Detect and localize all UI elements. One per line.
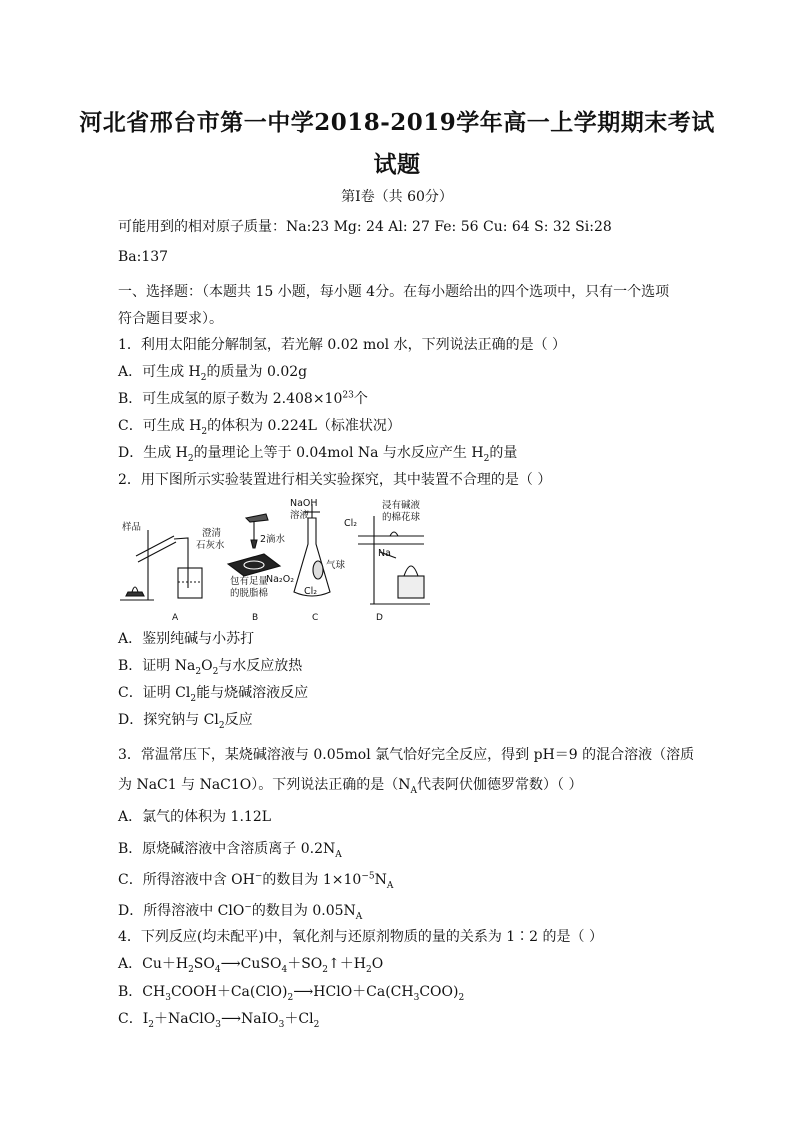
svg-text:气球: 气球 xyxy=(326,560,346,571)
svg-text:C: C xyxy=(312,613,319,623)
section-heading: 一、选择题：（本题共 15 小题，每小题 4分。在每小题给出的四个选项中，只有一个选项 xyxy=(118,284,670,300)
question-2-option-c: C．证明 $Cl_2$能与烧碱溶液反应 xyxy=(118,685,309,704)
atomic-masses: 可能用到的相对原子质量：Na:23 Mg: 24 Al: 27 Fe: 56 Cu: 64 S: 32 Si:28 xyxy=(118,219,612,235)
question-1-option-b: B．可生成氢的原子数为 $2.408\times 10^{23}$个 xyxy=(118,390,368,407)
page-title: 河北省邢台市第一中学2018-2019学年高一上学期期末考试 xyxy=(79,109,715,136)
question-4-option-c: C．$I_2+NaClO_3⟶NaIO_3+Cl_2$ xyxy=(118,1011,320,1030)
svg-text:NaOH: NaOH xyxy=(290,498,318,509)
question-3-option-c: C．所得溶液中含 OH−的数目为 $1\times 10^{-5}N_A$ xyxy=(118,871,394,891)
question-3-option-a: A．氯气的体积为 1.12L xyxy=(118,809,272,825)
svg-text:的棉花球: 的棉花球 xyxy=(382,512,421,523)
svg-text:D: D xyxy=(376,613,383,623)
question-1-option-c: C．可生成 $H_2$的体积为 0.224L（标准状况） xyxy=(118,418,401,437)
burner-d-icon xyxy=(398,576,424,598)
question-3-option-b: B．原烧碱溶液中含溶质离子 $0.2N_A$ xyxy=(118,841,342,860)
section-heading-cont: 符合题目要求）。 xyxy=(118,311,223,327)
svg-text:浸有碱液: 浸有碱液 xyxy=(382,500,421,511)
beaker-a xyxy=(178,568,202,598)
question-1-option-d: D．生成 $H_2$的量理论上等于 0.04mol Na 与水反应产生 $H_2$的量 xyxy=(118,445,518,464)
question-3-stem-cont: 为 NaC1 与 NaC1O）。下列说法正确的是（$N_A$代表阿伏伽德罗常数）（ ） xyxy=(118,777,583,796)
svg-text:Na: Na xyxy=(378,548,391,559)
svg-text:A: A xyxy=(172,613,179,623)
question-2-option-a: A．鉴别纯碱与小苏打 xyxy=(118,631,255,647)
question-1-option-a: A．可生成 $H_2$的质量为 0.02g xyxy=(118,364,308,383)
question-4-option-a: A．$Cu+H_2SO_4⟶CuSO_4+SO_2↑+H_2O$ xyxy=(118,956,384,975)
apparatus-diagram xyxy=(118,496,436,624)
question-4-stem: 4．下列反应(均未配平)中，氧化剂与还原剂物质的量的关系为 1∶2 的是（ ） xyxy=(118,929,603,945)
question-1-stem: 1．利用太阳能分解制氢，若光解 0.02 mol 水，下列说法正确的是（ ） xyxy=(118,337,567,353)
apparatus-figure xyxy=(118,496,436,624)
burner-a-icon xyxy=(126,592,144,596)
svg-text:澄清: 澄清 xyxy=(202,528,222,539)
svg-text:B: B xyxy=(252,613,259,623)
question-2-option-b: B．证明 $Na_2O_2$与水反应放热 xyxy=(118,658,303,677)
svg-text:Cl₂: Cl₂ xyxy=(304,586,318,597)
question-4-option-b: B．$CH_3COOH+Ca(ClO)_2⟶HClO+Ca(CH_3COO)_2$ xyxy=(118,984,465,1003)
svg-text:2滴水: 2滴水 xyxy=(260,534,286,545)
question-3-option-d: D．所得溶液中 ClO−的数目为 $0.05N_A$ xyxy=(118,902,363,922)
flask-c xyxy=(294,518,330,596)
dropper-hand-icon xyxy=(246,514,268,522)
svg-text:石灰水: 石灰水 xyxy=(196,540,225,551)
svg-text:Cl₂: Cl₂ xyxy=(344,518,358,529)
volume-heading: 第Ⅰ卷（共 60分） xyxy=(341,189,453,205)
balloon-icon xyxy=(313,561,323,579)
svg-text:溶液: 溶液 xyxy=(290,510,310,521)
svg-text:包有足量: 包有足量 xyxy=(230,576,269,587)
page-title-cont: 试题 xyxy=(373,151,421,178)
question-2-stem: 2．用下图所示实验装置进行相关实验探究，其中装置不合理的是（ ） xyxy=(118,472,552,488)
question-3-stem: 3．常温常压下，某烧碱溶液与 0.05mol 氯气恰好完全反应，得到 pH＝9 的混合溶液（溶质 xyxy=(118,747,695,763)
svg-text:Na₂O₂: Na₂O₂ xyxy=(266,574,295,585)
question-2-option-d: D．探究钠与 $Cl_2$反应 xyxy=(118,712,253,731)
atomic-masses-cont: Ba:137 xyxy=(118,249,169,265)
cotton-plate-icon xyxy=(228,554,280,576)
svg-text:的脱脂棉: 的脱脂棉 xyxy=(230,588,269,599)
svg-text:样品: 样品 xyxy=(122,522,142,533)
